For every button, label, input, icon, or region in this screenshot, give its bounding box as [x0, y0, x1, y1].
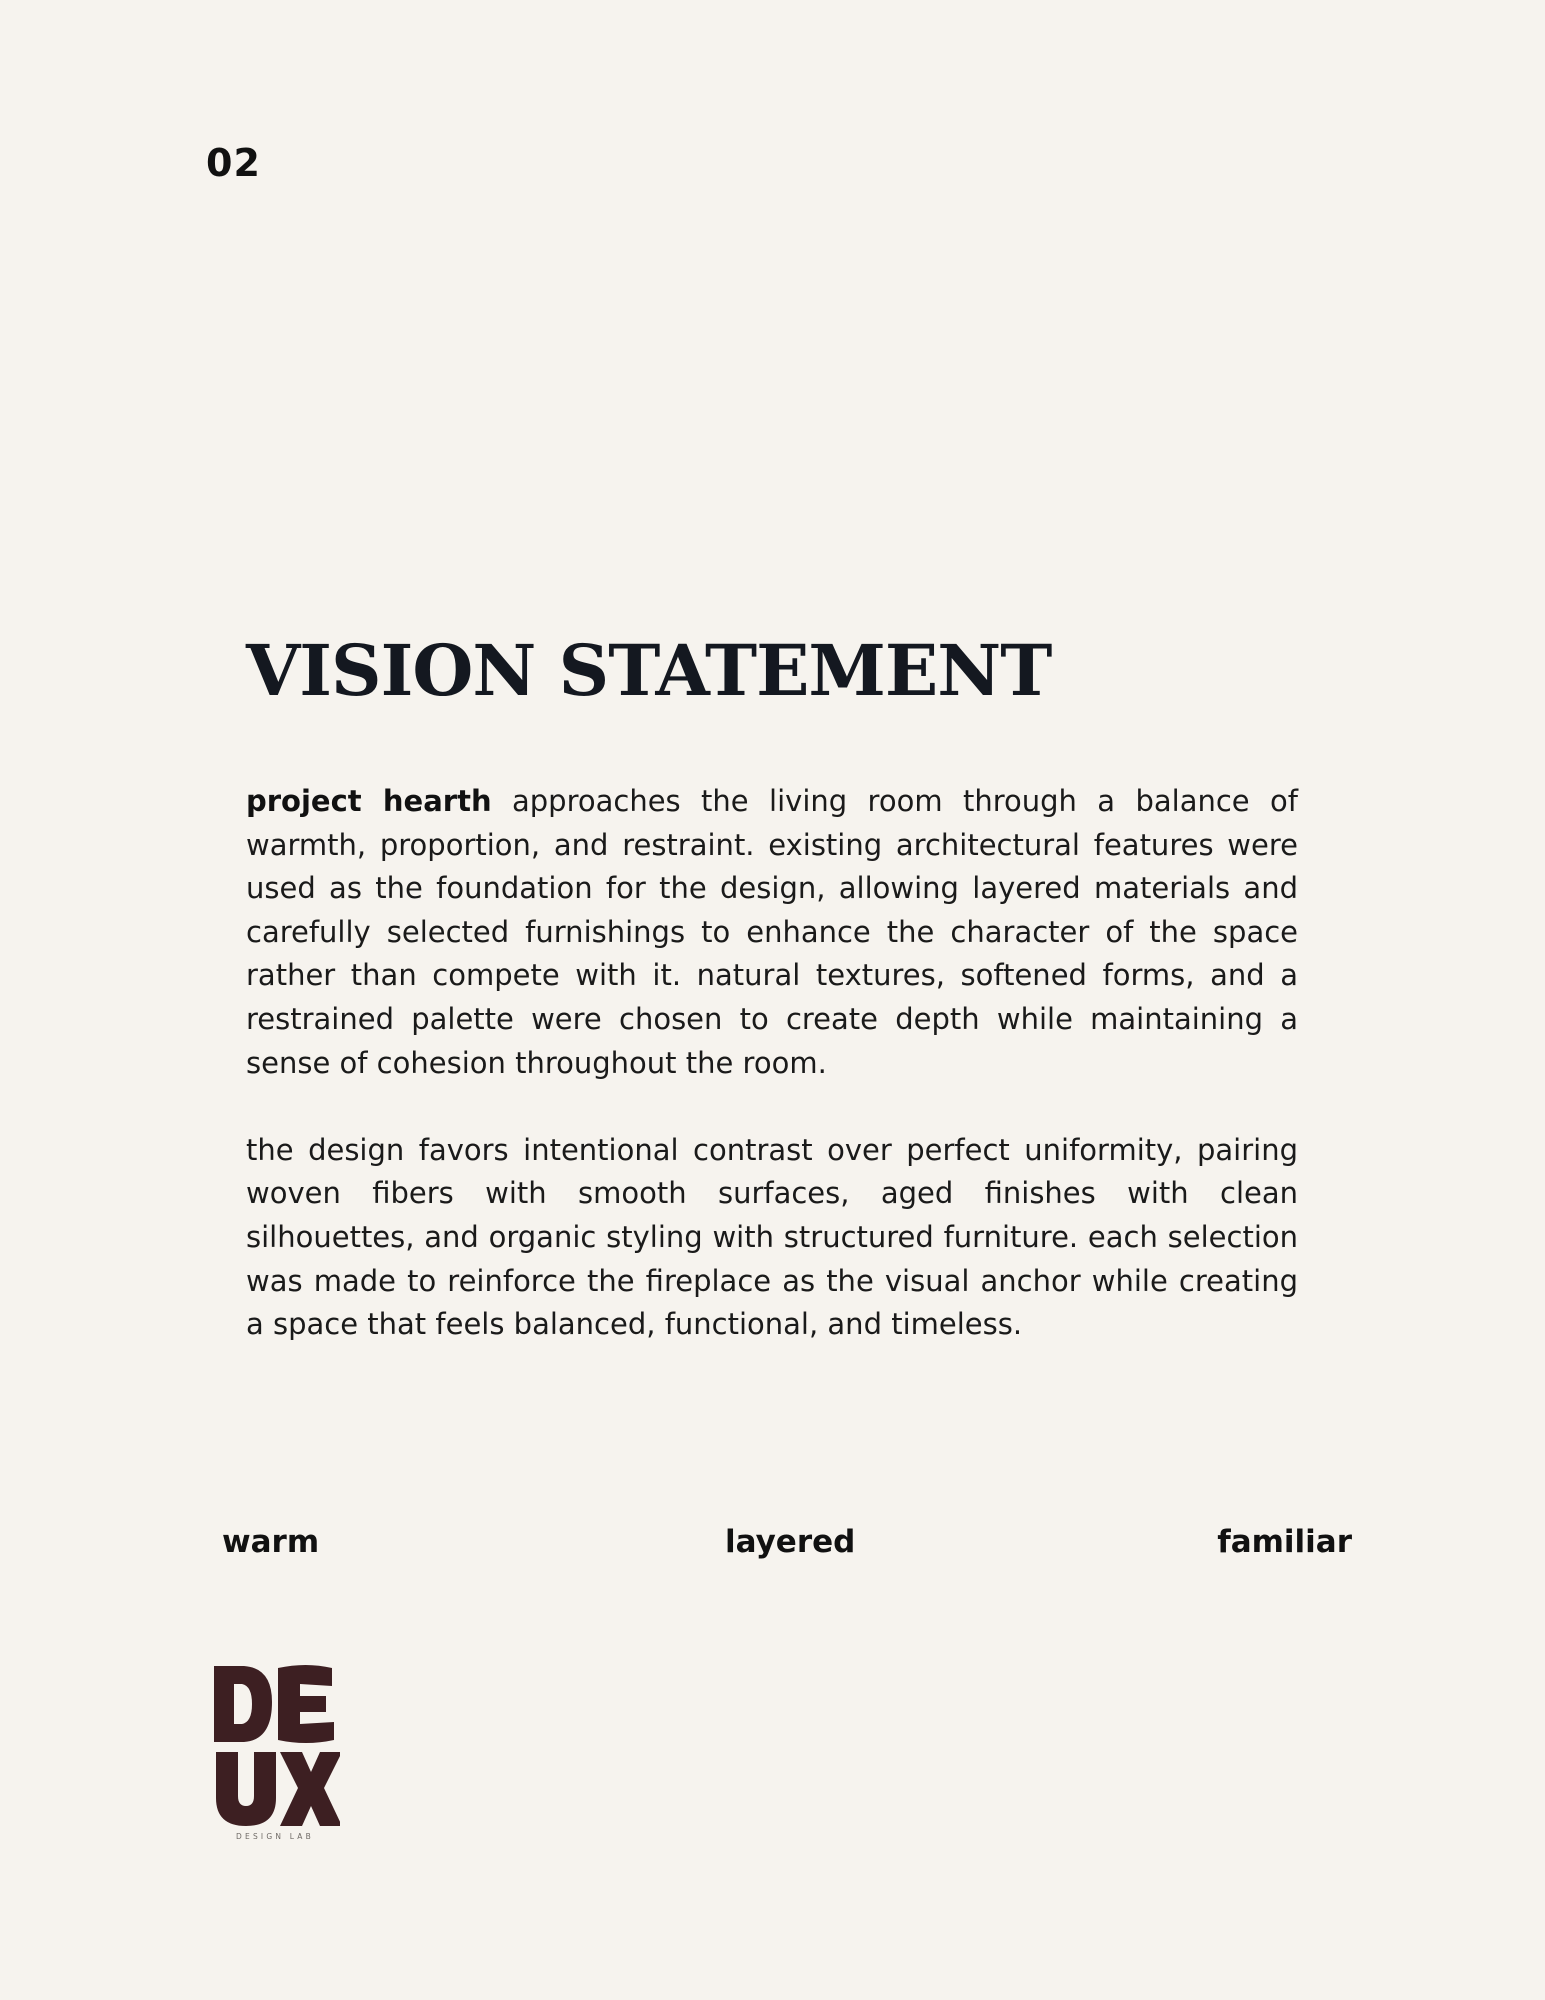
vision-body	[246, 780, 1298, 1347]
keyword-layered: layered	[725, 1524, 856, 1560]
page-number: 02	[206, 141, 261, 185]
paragraph-1	[246, 780, 1298, 1085]
keyword-familiar: familiar	[1217, 1524, 1352, 1560]
logo-mark	[210, 1660, 340, 1840]
logo-tagline: DESIGN LAB	[236, 1832, 314, 1840]
project-name: project hearth	[246, 784, 492, 818]
logo-letterforms	[214, 1665, 340, 1826]
deux-design-lab-logo	[210, 1660, 340, 1840]
paragraph-1-text: approaches the living room through a balance of warmth, proportion, and restraint. existing architectural features were used as the foundation for the design, allowing layered materials and carefully selected furnishings to enhance the character of the space rather than compete with it. natural textures, softened forms, and a restrained palette were chosen to create depth while maintaining a sense of cohesion throughout the room.	[246, 784, 1298, 1080]
page-title: VISION STATEMENT	[246, 629, 1052, 712]
keyword-warm: warm	[222, 1524, 320, 1560]
paragraph-2: the design favors intentional contrast over perfect uniformity, pairing woven fibers with smooth surfaces, aged finishes with clean silhouettes, and organic styling with structured furniture. each selection was made to reinforce the fireplace as the visual anchor while creating a space that feels balanced, functional, and timeless.	[246, 1132, 1298, 1342]
